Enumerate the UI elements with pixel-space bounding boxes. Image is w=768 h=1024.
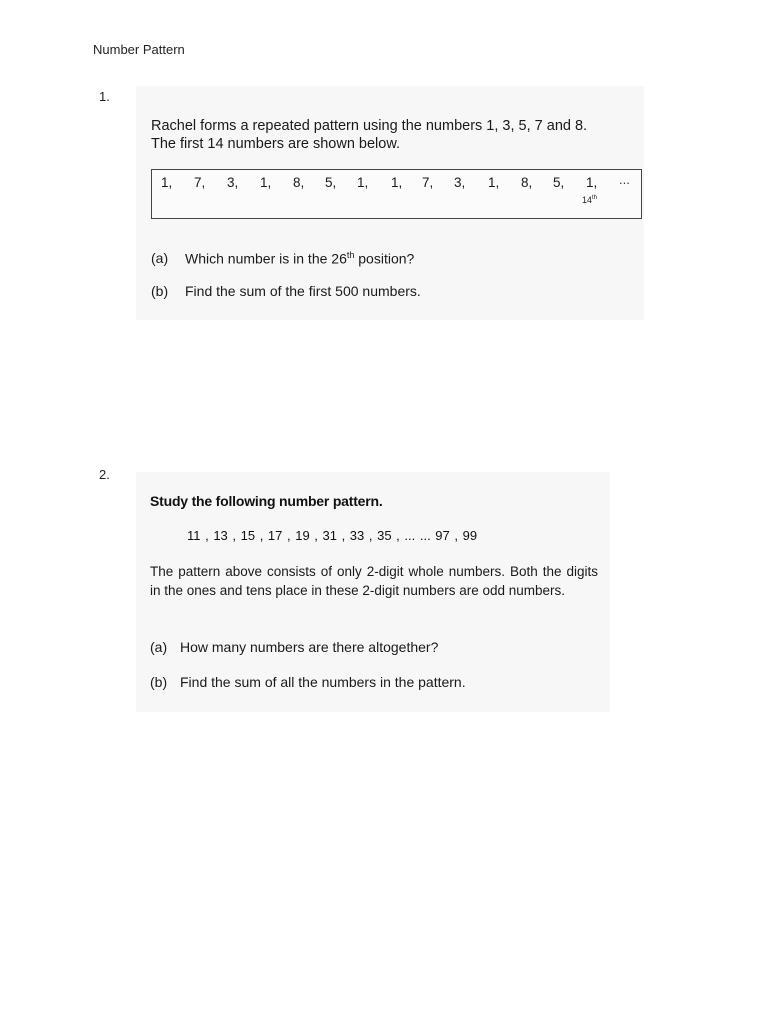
question-number-2: 2. — [99, 467, 110, 482]
part-a-label: (a) — [150, 639, 168, 655]
sequence-item: 1, — [357, 175, 369, 190]
question-2-sequence: 11 , 13 , 15 , 17 , 19 , 31 , 33 , 35 , ... ... 97 , 99 — [187, 528, 478, 543]
position-label — [582, 195, 597, 205]
question-2-scan — [136, 472, 610, 712]
sequence-item: 1, — [161, 175, 173, 190]
sequence-item: 7, — [422, 175, 434, 190]
sequence-item: 3, — [454, 175, 466, 190]
sequence-item: 1, — [391, 175, 403, 190]
position-number: 14 — [582, 195, 593, 205]
sequence-item: 7, — [194, 175, 206, 190]
part-b-text: Find the sum of all the numbers in the pattern. — [180, 674, 466, 690]
part-a-superscript: th — [346, 250, 355, 260]
part-b-label: (b) — [151, 283, 169, 299]
question-2-paragraph: The pattern above consists of only 2-digit whole numbers. Both the digits in the ones and tens place in these 2-digit numbers are odd numbers. — [150, 564, 598, 598]
part-b-label: (b) — [150, 674, 168, 690]
page-title: Number Pattern — [93, 42, 185, 57]
question-1-intro-line2: The first 14 numbers are shown below. — [151, 136, 401, 152]
part-a-text-start: Which number is in the 26 — [185, 250, 347, 267]
sequence-item: 8, — [521, 175, 533, 190]
sequence-item: 1, — [488, 175, 500, 190]
question-1-scan — [136, 86, 644, 320]
sequence-item: 5, — [553, 175, 565, 190]
sequence-item: 3, — [227, 175, 239, 190]
question-1-intro-line1: Rachel forms a repeated pattern using the numbers 1, 3, 5, 7 and 8. — [151, 118, 588, 134]
sequence-item: 5, — [325, 175, 337, 190]
question-2-title: Study the following number pattern. — [150, 493, 383, 509]
sequence-item: 1, — [586, 175, 598, 190]
sequence-ellipsis: ... — [619, 172, 630, 187]
part-a-label: (a) — [151, 250, 169, 266]
part-a-text — [185, 250, 414, 267]
question-1-intro — [151, 117, 587, 153]
question-number-1: 1. — [99, 89, 110, 104]
part-a-text: How many numbers are there altogether? — [180, 639, 439, 655]
part-b-text: Find the sum of the first 500 numbers. — [185, 283, 421, 299]
part-a-text-end: position? — [354, 250, 415, 267]
sequence-item: 8, — [293, 175, 305, 190]
position-suffix: th — [592, 195, 598, 201]
sequence-box — [151, 169, 642, 219]
sequence-item: 1, — [260, 175, 272, 190]
